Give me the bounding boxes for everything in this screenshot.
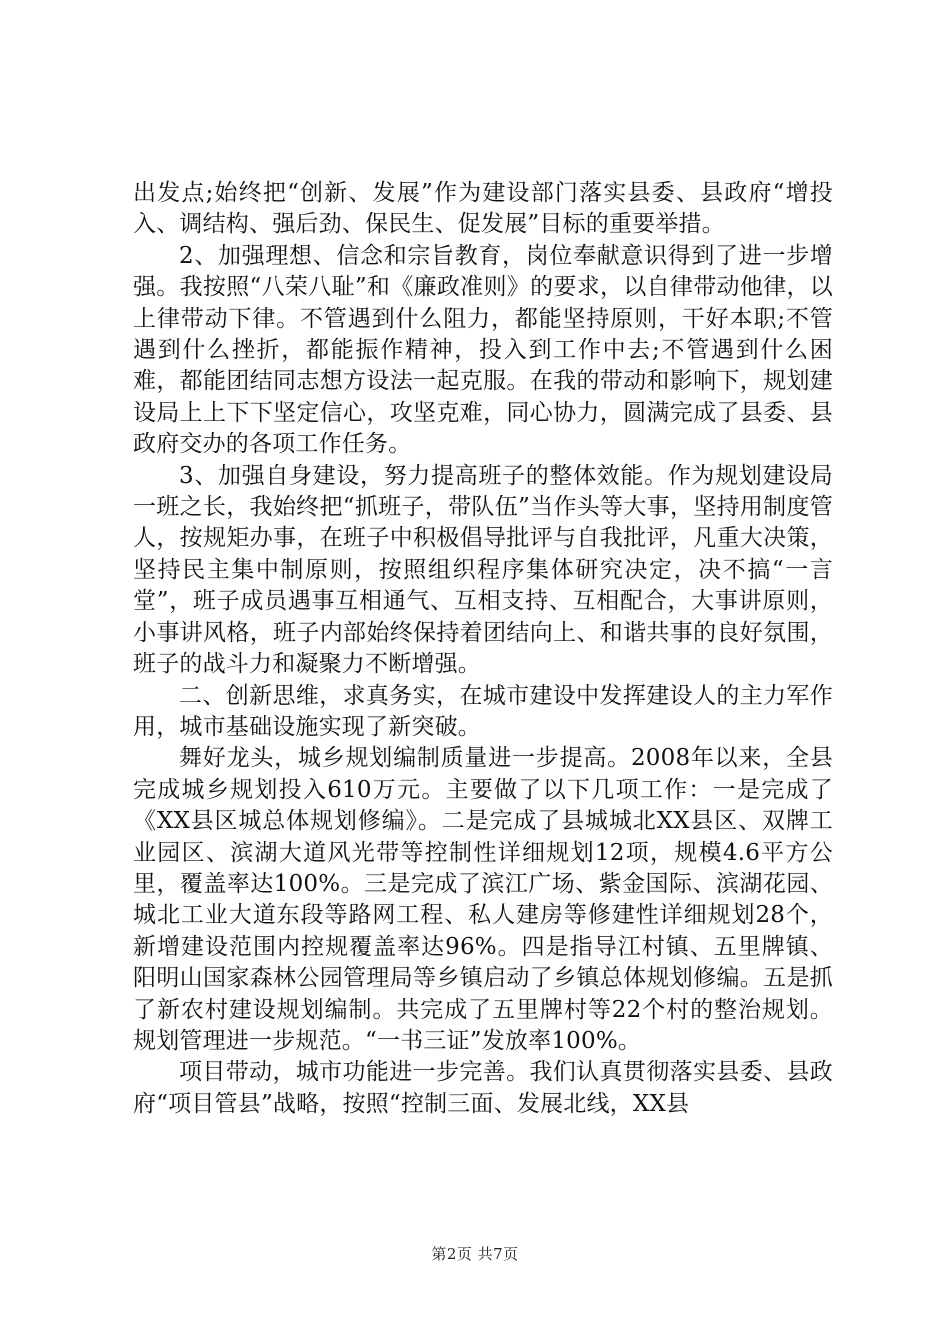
paragraph-5: 舞好龙头，城乡规划编制质量进一步提高。2008年以来，全县完成城乡规划投入610万元。主要做了以下几项工作：一是完成了《XX县区城总体规划修编》。二是完成了县城城北XX县区、双牌工业园区、滨湖大道风光带等控制性详细规划12项，规模4.6平方公里，覆盖率达100%。三是完成了滨江广场、紫金国际、滨湖花园、城北工业大道东段等路网工程、私人建房等修建性详细规划28个，新增建设范围内控规覆盖率达96%。四是指导江村镇、五里牌镇、阳明山国家森林公园管理局等乡镇启动了乡镇总体规划修编。五是抓了新农村建设规划编制。共完成了五里牌村等22个村的整治规划。规划管理进一步规范。“一书三证”发放率100%。 xyxy=(133,745,833,1054)
page-footer: 第2页 共7页 xyxy=(431,1245,519,1263)
paragraph-6: 项目带动，城市功能进一步完善。我们认真贯彻落实县委、县政府“项目管县”战略，按照“控制三面、发展北线，XX县 xyxy=(133,1059,833,1117)
document-body xyxy=(133,178,833,1120)
paragraph-2: 2、加强理想、信念和宗旨教育，岗位奉献意识得到了进一步增强。我按照“八荣八耻”和《廉政准则》的要求，以自律带动他律，以上律带动下律。不管遇到什么阻力，都能坚持原则，干好本职;不管遇到什么挫折，都能振作精神，投入到工作中去;不管遇到什么困难，都能团结同志想方设法一起克服。在我的带动和影响下，规划建设局上上下下坚定信心，攻坚克难，同心协力，圆满完成了县委、县政府交办的各项工作任务。 xyxy=(133,242,833,458)
paragraph-3: 3、加强自身建设，努力提高班子的整体效能。作为规划建设局一班之长，我始终把“抓班子，带队伍”当作头等大事，坚持用制度管人，按规矩办事，在班子中积极倡导批评与自我批评，凡重大决策，坚持民主集中制原则，按照组织程序集体研究决定，决不搞“一言堂”，班子成员遇事互相通气、互相支持、互相配合，大事讲原则，小事讲风格，班子内部始终保持着团结向上、和谐共事的良好氛围，班子的战斗力和凝聚力不断增强。 xyxy=(133,462,833,678)
paragraph-4: 二、创新思维，求真务实，在城市建设中发挥建设人的主力军作用，城市基础设施实现了新突破。 xyxy=(133,682,833,740)
paragraph-1: 出发点;始终把“创新、发展”作为建设部门落实县委、县政府“增投入、调结构、强后劲、保民生、促发展”目标的重要举措。 xyxy=(133,180,833,238)
